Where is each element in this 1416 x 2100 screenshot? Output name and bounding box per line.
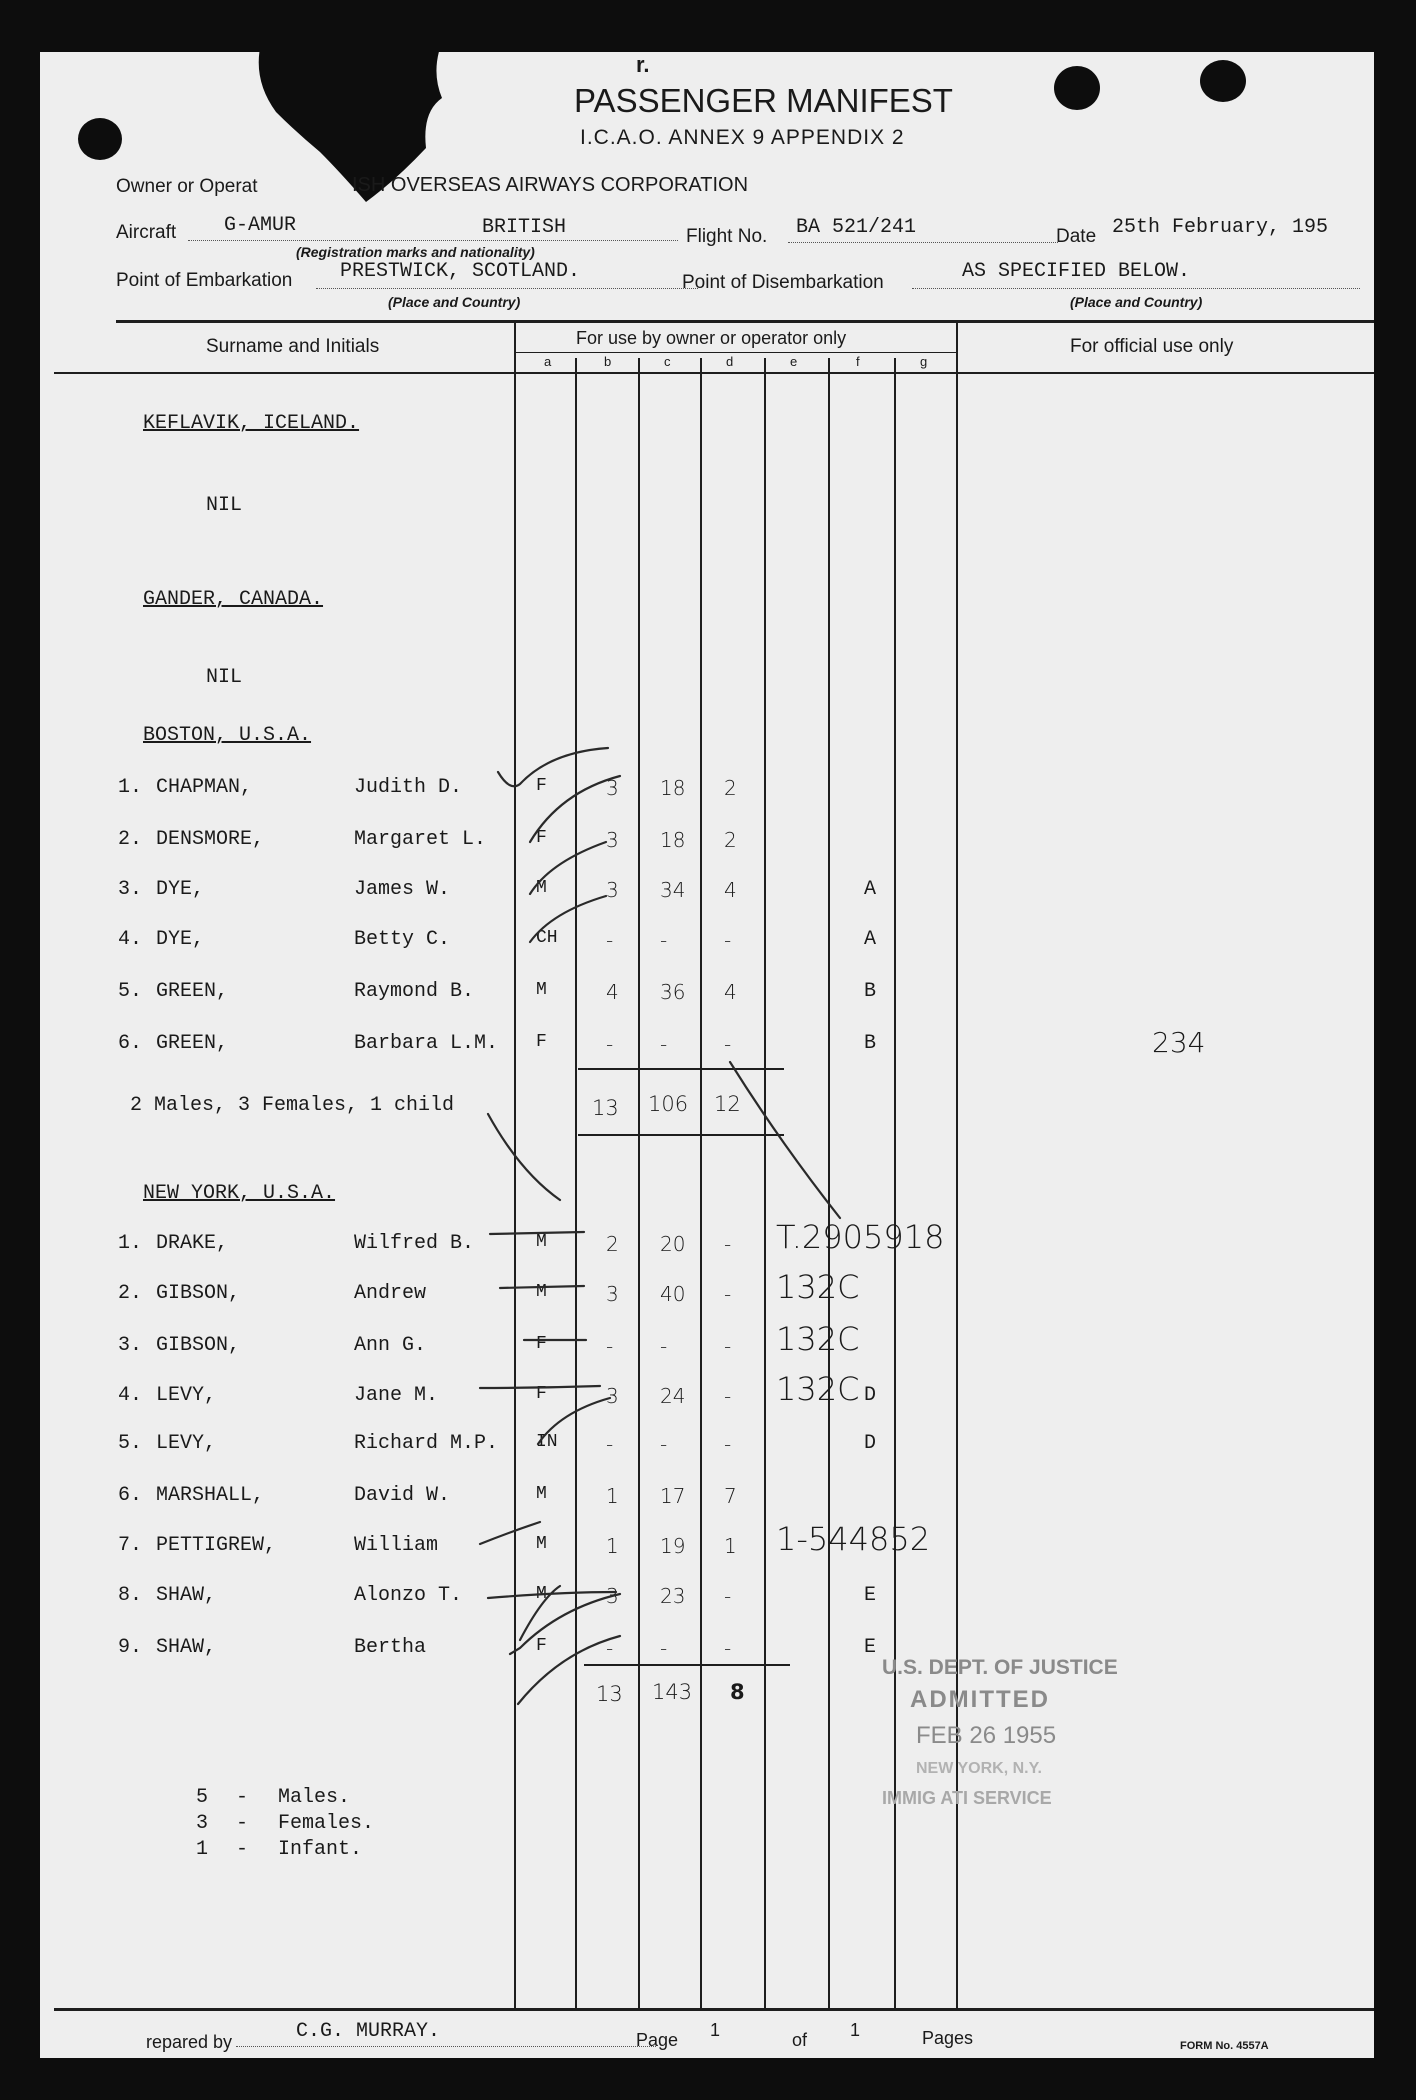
newyork-total-c: 143 xyxy=(652,1680,693,1704)
col-letter-b: b xyxy=(604,354,612,369)
aircraft-label: Aircraft xyxy=(116,222,177,243)
newyork-num: 5. xyxy=(118,1432,143,1455)
boston-summary: 2 Males, 3 Females, 1 child xyxy=(130,1094,455,1117)
newyork-a: F xyxy=(536,1334,547,1354)
summary-count: 3 xyxy=(196,1812,209,1835)
boston-given: Margaret L. xyxy=(354,828,487,851)
newyork-surname: SHAW, xyxy=(156,1636,217,1659)
boston-c: - xyxy=(660,928,668,952)
newyork-d: - xyxy=(724,1636,732,1660)
boston-f: B xyxy=(864,980,877,1003)
page-label: Page xyxy=(636,2030,679,2050)
page-title: PASSENGER MANIFEST xyxy=(574,82,953,119)
newyork-given: Richard M.P. xyxy=(354,1432,499,1455)
section-newyork: NEW YORK, U.S.A. xyxy=(143,1182,336,1205)
boston-c: 36 xyxy=(660,980,686,1004)
newyork-a: M xyxy=(536,1534,547,1554)
col-letter-g: g xyxy=(920,354,928,369)
boston-num: 3. xyxy=(118,878,143,901)
newyork-b: 1 xyxy=(606,1484,619,1508)
summary-dash: - xyxy=(236,1786,249,1809)
summary-label: Males. xyxy=(278,1786,351,1809)
boston-b: 3 xyxy=(606,828,619,852)
boston-surname: DYE, xyxy=(156,928,205,951)
summary-dash: - xyxy=(236,1838,249,1861)
newyork-c: 40 xyxy=(660,1282,686,1306)
top-mark: r. xyxy=(636,52,650,77)
stamp-line-1: U.S. DEPT. OF JUSTICE xyxy=(882,1656,1118,1679)
newyork-given: David W. xyxy=(354,1484,451,1507)
boston-b: 3 xyxy=(606,878,619,902)
nil-keflavik: NIL xyxy=(206,494,243,517)
boston-d: 4 xyxy=(724,878,737,902)
boston-num: 4. xyxy=(118,928,143,951)
owner-value: ISH OVERSEAS AIRWAYS CORPORATION xyxy=(352,174,749,196)
boston-a: CH xyxy=(536,928,558,948)
boston-d: - xyxy=(724,928,732,952)
of-value: 1 xyxy=(850,2020,861,2040)
newyork-d: - xyxy=(724,1334,732,1358)
surname-header: Surname and Initials xyxy=(206,336,380,357)
newyork-a: M xyxy=(536,1484,547,1504)
newyork-f: D xyxy=(864,1384,877,1407)
col-letter-e: e xyxy=(790,354,798,369)
newyork-surname: LEVY, xyxy=(156,1384,217,1407)
manifest-paper xyxy=(40,52,1374,2058)
boston-b: 3 xyxy=(606,776,619,800)
boston-num: 6. xyxy=(118,1032,143,1055)
page-value: 1 xyxy=(710,2020,721,2040)
newyork-b: 3 xyxy=(606,1384,619,1408)
col-letter-a: a xyxy=(544,354,552,369)
newyork-b: 3 xyxy=(606,1282,619,1306)
newyork-c: - xyxy=(660,1334,668,1358)
newyork-note: 132C xyxy=(776,1268,860,1306)
summary-label: Infant. xyxy=(278,1838,363,1861)
newyork-given: Wilfred B. xyxy=(354,1232,475,1255)
newyork-c: 23 xyxy=(660,1584,686,1608)
newyork-a: M xyxy=(536,1584,547,1604)
newyork-num: 3. xyxy=(118,1334,143,1357)
boston-num: 5. xyxy=(118,980,143,1003)
boston-surname: DYE, xyxy=(156,878,205,901)
boston-given: Judith D. xyxy=(354,776,463,799)
disembarkation-value: AS SPECIFIED BELOW. xyxy=(962,260,1191,283)
newyork-d: - xyxy=(724,1432,732,1456)
boston-b: - xyxy=(606,1032,614,1056)
boston-c: 18 xyxy=(660,828,686,852)
newyork-a: M xyxy=(536,1232,547,1252)
stamp-line-4: NEW YORK, N.Y. xyxy=(916,1760,1042,1777)
newyork-surname: MARSHALL, xyxy=(156,1484,265,1507)
newyork-given: Andrew xyxy=(354,1282,427,1305)
prepared-by-value: C.G. MURRAY. xyxy=(296,2020,441,2043)
boston-given: James W. xyxy=(354,878,451,901)
boston-surname: GREEN, xyxy=(156,1032,229,1055)
place-note-2: (Place and Country) xyxy=(1070,294,1203,310)
newyork-d: - xyxy=(724,1384,732,1408)
boston-d: - xyxy=(724,1032,732,1056)
stamp-line-5: IMMIG ATI SERVICE xyxy=(882,1788,1052,1808)
of-label: of xyxy=(792,2030,808,2050)
newyork-surname: DRAKE, xyxy=(156,1232,229,1255)
newyork-b: 3 xyxy=(606,1584,619,1608)
newyork-a: IN xyxy=(536,1432,558,1452)
boston-a: F xyxy=(536,1032,547,1052)
summary-count: 1 xyxy=(196,1838,209,1861)
owner-label: Owner or Operat xyxy=(116,176,258,197)
boston-c: 18 xyxy=(660,776,686,800)
boston-d: 4 xyxy=(724,980,737,1004)
flight-value: BA 521/241 xyxy=(796,216,917,239)
boston-num: 2. xyxy=(118,828,143,851)
newyork-given: Bertha xyxy=(354,1636,427,1659)
newyork-note: 1-544852 xyxy=(776,1520,931,1558)
owner-use-header: For use by owner or operator only xyxy=(576,328,847,348)
date-value: 25th February, 195 xyxy=(1112,216,1329,239)
boston-f: B xyxy=(864,1032,877,1055)
newyork-b: 2 xyxy=(606,1232,619,1256)
pencil-marks xyxy=(40,52,1374,2058)
stamp-line-3: FEB 26 1955 xyxy=(916,1722,1057,1749)
col-letter-f: f xyxy=(856,354,860,369)
boston-a: M xyxy=(536,878,547,898)
newyork-a: F xyxy=(536,1636,547,1656)
prepared-by-label: repared by xyxy=(146,2032,233,2052)
newyork-f: E xyxy=(864,1636,877,1659)
boston-surname: CHAPMAN, xyxy=(156,776,253,799)
newyork-c: 24 xyxy=(660,1384,686,1408)
boston-surname: GREEN, xyxy=(156,980,229,1003)
boston-d: 2 xyxy=(724,776,737,800)
boston-given: Raymond B. xyxy=(354,980,475,1003)
newyork-given: Alonzo T. xyxy=(354,1584,463,1607)
aircraft-reg: G-AMUR xyxy=(224,214,297,237)
newyork-c: 20 xyxy=(660,1232,686,1256)
newyork-surname: GIBSON, xyxy=(156,1334,241,1357)
newyork-b: - xyxy=(606,1334,614,1358)
boston-num: 1. xyxy=(118,776,143,799)
registration-note: (Registration marks and nationality) xyxy=(296,244,535,260)
newyork-d: - xyxy=(724,1282,732,1306)
newyork-note: T.2905918 xyxy=(776,1218,945,1256)
newyork-b: 1 xyxy=(606,1534,619,1558)
newyork-d: 7 xyxy=(724,1484,737,1508)
col-letter-c: c xyxy=(664,354,671,369)
form-number: FORM No. 4557A xyxy=(1180,2040,1269,2052)
official-use-header: For official use only xyxy=(1070,336,1234,357)
newyork-num: 8. xyxy=(118,1584,143,1607)
newyork-surname: GIBSON, xyxy=(156,1282,241,1305)
newyork-c: - xyxy=(660,1432,668,1456)
boston-given: Barbara L.M. xyxy=(354,1032,499,1055)
newyork-total-b: 13 xyxy=(596,1682,623,1706)
summary-label: Females. xyxy=(278,1812,375,1835)
newyork-b: - xyxy=(606,1432,614,1456)
newyork-surname: SHAW, xyxy=(156,1584,217,1607)
newyork-surname: LEVY, xyxy=(156,1432,217,1455)
boston-total-b: 13 xyxy=(592,1096,619,1120)
flight-label: Flight No. xyxy=(686,226,768,247)
newyork-b: - xyxy=(606,1636,614,1660)
newyork-note: 132C xyxy=(776,1370,860,1408)
disembarkation-label: Point of Disembarkation xyxy=(682,272,884,293)
section-keflavik: KEFLAVIK, ICELAND. xyxy=(143,412,360,435)
newyork-num: 9. xyxy=(118,1636,143,1659)
boston-a: F xyxy=(536,776,547,796)
newyork-num: 4. xyxy=(118,1384,143,1407)
newyork-num: 7. xyxy=(118,1534,143,1557)
newyork-given: Ann G. xyxy=(354,1334,427,1357)
place-note-1: (Place and Country) xyxy=(388,294,521,310)
summary-dash: - xyxy=(236,1812,249,1835)
newyork-c: 19 xyxy=(660,1534,686,1558)
newyork-d: - xyxy=(724,1232,732,1256)
newyork-d: - xyxy=(724,1584,732,1608)
boston-b: 4 xyxy=(606,980,619,1004)
boston-c: - xyxy=(660,1032,668,1056)
boston-total-d: 12 xyxy=(714,1092,741,1116)
embarkation-value: PRESTWICK, SCOTLAND. xyxy=(340,260,581,283)
section-gander: GANDER, CANADA. xyxy=(143,588,324,611)
newyork-num: 2. xyxy=(118,1282,143,1305)
newyork-d: 1 xyxy=(724,1534,737,1558)
embarkation-label: Point of Embarkation xyxy=(116,270,293,291)
newyork-c: - xyxy=(660,1636,668,1660)
date-label: Date xyxy=(1056,226,1097,247)
boston-total-c: 106 xyxy=(648,1092,689,1116)
newyork-note: 132C xyxy=(776,1320,860,1358)
boston-given: Betty C. xyxy=(354,928,451,951)
nil-gander: NIL xyxy=(206,666,243,689)
summary-count: 5 xyxy=(196,1786,209,1809)
boston-a: M xyxy=(536,980,547,1000)
boston-c: 34 xyxy=(660,878,686,902)
boston-b: - xyxy=(606,928,614,952)
section-boston: BOSTON, U.S.A. xyxy=(143,724,312,747)
newyork-c: 17 xyxy=(660,1484,686,1508)
newyork-given: Jane M. xyxy=(354,1384,439,1407)
boston-d: 2 xyxy=(724,828,737,852)
boston-a: F xyxy=(536,828,547,848)
aircraft-nationality: BRITISH xyxy=(482,216,567,239)
newyork-a: F xyxy=(536,1384,547,1404)
newyork-given: William xyxy=(354,1534,439,1557)
newyork-a: M xyxy=(536,1282,547,1302)
page-subtitle: I.C.A.O. ANNEX 9 APPENDIX 2 xyxy=(580,126,905,149)
newyork-surname: PETTIGREW, xyxy=(156,1534,277,1557)
col-letter-d: d xyxy=(726,354,734,369)
newyork-num: 6. xyxy=(118,1484,143,1507)
official-number: 234 xyxy=(1152,1026,1206,1059)
boston-surname: DENSMORE, xyxy=(156,828,265,851)
boston-f: A xyxy=(864,928,877,951)
newyork-total-d: 8 xyxy=(730,1680,745,1704)
boston-f: A xyxy=(864,878,877,901)
newyork-f: E xyxy=(864,1584,877,1607)
newyork-num: 1. xyxy=(118,1232,143,1255)
newyork-f: D xyxy=(864,1432,877,1455)
pages-label: Pages xyxy=(922,2028,974,2048)
stamp-line-2: ADMITTED xyxy=(910,1686,1050,1713)
